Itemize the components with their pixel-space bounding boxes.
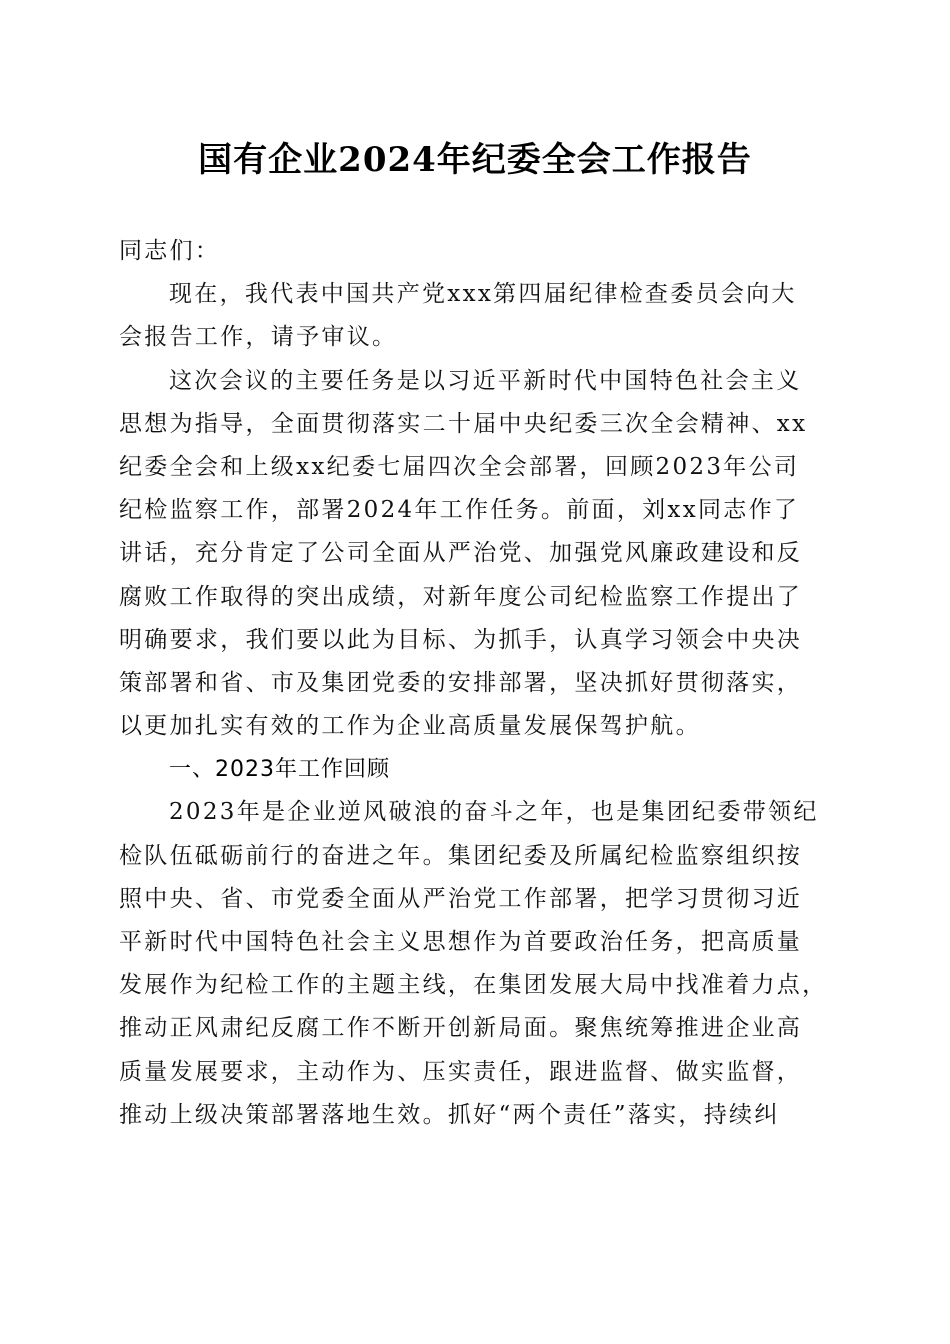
paragraph-line: 照中央、省、市党委全面从严治党工作部署，把学习贯彻习近 (119, 885, 803, 912)
document-title: 国有企业2024年纪委全会工作报告 (198, 140, 752, 180)
paragraph-line: 平新时代中国特色社会主义思想作为首要政治任务，把高质量 (119, 929, 803, 955)
paragraph-line: 纪委全会和上级xx纪委七届四次全会部署，回顾2023年公司 (119, 453, 800, 480)
paragraph-line: 以更加扎实有效的工作为企业高质量发展保驾护航。 (119, 713, 701, 740)
paragraph-line: 会报告工作，请予审议。 (119, 324, 398, 351)
paragraph-line: 思想为指导，全面贯彻落实二十届中央纪委三次全会精神、xx (119, 410, 808, 437)
paragraph-line: 明确要求，我们要以此为目标、为抓手，认真学习领会中央决 (119, 626, 803, 653)
paragraph-intro (119, 273, 829, 359)
paragraph-line: 策部署和省、市及集团党委的安排部署，坚决抓好贯彻落实， (119, 669, 803, 696)
paragraph-line: 现在，我代表中国共产党xxx第四届纪律检查委员会向大 (169, 281, 797, 308)
document-body (119, 230, 829, 1137)
paragraph-line: 检队伍砥砺前行的奋进之年。集团纪委及所属纪检监察组织按 (119, 842, 803, 869)
paragraph-line: 腐败工作取得的突出成绩，对新年度公司纪检监察工作提出了 (119, 583, 803, 610)
section-heading: 一、2023年工作回顾 (169, 757, 390, 783)
paragraph-line: 2023年是企业逆风破浪的奋斗之年，也是集团纪委带领纪 (169, 799, 819, 826)
paragraph-line: 推动上级决策部署落地生效。抓好“两个责任”落实，持续纠 (119, 1101, 780, 1128)
paragraph-review (119, 791, 829, 1137)
paragraph-line: 这次会议的主要任务是以习近平新时代中国特色社会主义 (169, 367, 802, 394)
paragraph-line: 讲话，充分肯定了公司全面从严治党、加强党风廉政建设和反 (119, 540, 803, 567)
salutation: 同志们： (119, 238, 221, 264)
paragraph-line: 纪检监察工作，部署2024年工作任务。前面，刘xx同志作了 (119, 497, 800, 524)
paragraph-line: 推动正风肃纪反腐工作不断开创新局面。聚焦统筹推进企业高 (119, 1015, 803, 1042)
paragraph-meeting-tasks (119, 360, 829, 749)
paragraph-line: 质量发展要求，主动作为、压实责任，跟进监督、做实监督， (119, 1058, 803, 1085)
paragraph-line: 发展作为纪检工作的主题主线，在集团发展大局中找准着力点， (119, 972, 828, 999)
